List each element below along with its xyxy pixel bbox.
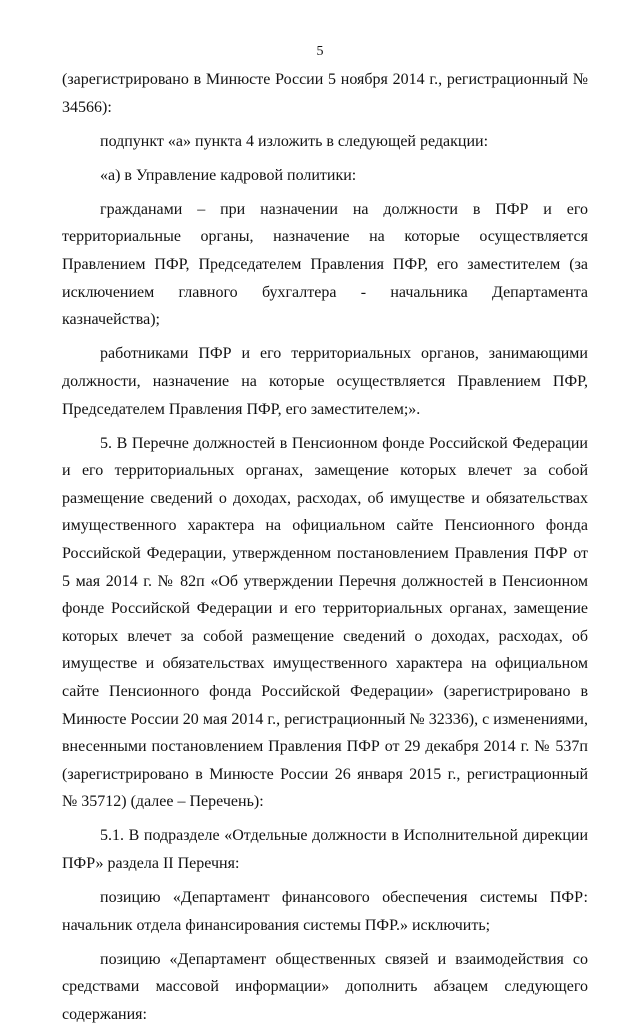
paragraph-item-5: 5. В Перечне должностей в Пенсионном фонде Российской Федерации и его территориальных органах, замещение которых влечет за собой размещение сведений о доходах, расходах, об имуществе и обязательствах имущественного характера на официальном сайте Пенсионного фонда Российской Федерации, утвержденном постановлением Правления ПФР от 5 мая 2014 г. № 82п «Об утверждении Перечня должностей в Пенсионном фонде Российской Федерации и его территориальных органах, замещение которых влечет за собой размещение сведений о доходах, расходах, об имуществе и обязательствах имущественного характера на официальном сайте Пенсионного фонда Российской Федерации» (зарегистрировано в Минюсте России 20 мая 2014 г., регистрационный № 32336), с изменениями, внесенными постановлением Правления ПФР от 29 декабря 2014 г. № 537п (зарегистрировано в Минюсте России 26 января 2015 г., регистрационный № 35712) (далее – Перечень): [62, 434, 588, 811]
paragraph-registration-ref: (зарегистрировано в Минюсте России 5 ноября 2014 г., регистрационный № 34566): [62, 71, 588, 116]
paragraph-hr-department: «а) в Управление кадровой политики: [100, 166, 357, 184]
document-body [62, 66, 588, 1035]
paragraph-subpoint-a: подпункт «а» пункта 4 изложить в следующей редакции: [100, 132, 489, 150]
page-number: 5 [316, 44, 324, 59]
paragraph-position-public-relations: позицию «Департамент общественных связей и взаимодействия со средствами массовой информации» дополнить абзацем следующего содержания: [62, 950, 588, 1023]
paragraph-citizens: гражданами – при назначении на должности в ПФР и его территориальные органы, назначение на которые осуществляется Правлением ПФР, Председателем Правления ПФР, его заместителем (за исключением главного бухгалтера - начальника Департамента казначейства); [62, 200, 588, 329]
paragraph-employees: работниками ПФР и его территориальных органов, занимающими должности, назначение на которые осуществляется Правлением ПФР, Председателем Правления ПФР, его заместителем;». [62, 345, 588, 418]
paragraph-item-5-1: 5.1. В подразделе «Отдельные должности в Исполнительной дирекции ПФР» раздела II Перечня: [62, 827, 588, 873]
paragraph-position-finance: позицию «Департамент финансового обеспечения системы ПФР: начальник отдела финансирования системы ПФР.» исключить; [62, 889, 588, 934]
